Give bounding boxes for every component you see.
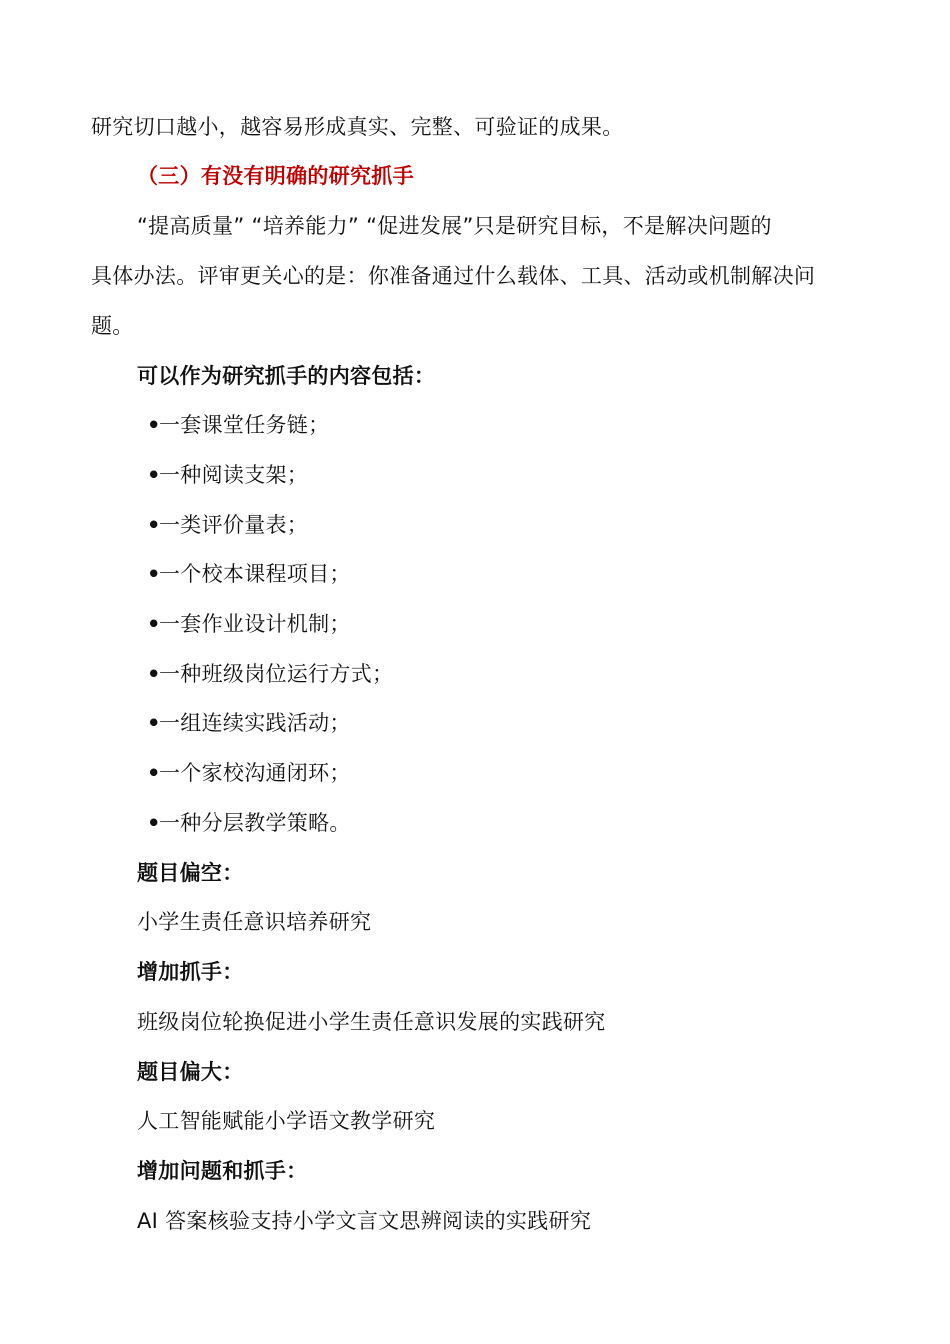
example-text-too-broad: 人工智能赋能小学语文教学研究: [137, 1109, 436, 1133]
paragraph-line-3: 题。: [91, 314, 134, 338]
list-item-text: 一套课堂任务链；: [159, 413, 330, 437]
bullet-icon: •: [147, 662, 161, 686]
section-heading: （三）有没有明确的研究抓手: [137, 164, 414, 188]
list-item: [147, 510, 308, 540]
paragraph-line-1: “提高质量” “培养能力” “促进发展”只是研究目标，不是解决问题的: [137, 214, 772, 238]
example-label-too-broad: 题目偏大：: [137, 1060, 244, 1084]
list-item-text: 一类评价量表；: [159, 513, 309, 537]
bullet-icon: •: [147, 761, 161, 785]
example-label-add-handle: 增加抓手：: [137, 960, 244, 984]
bullet-icon: •: [147, 513, 161, 537]
list-item: [147, 708, 351, 738]
list-item: [147, 808, 351, 838]
example-label-add-question-handle: 增加问题和抓手：: [137, 1159, 308, 1183]
list-item-text: 一套作业设计机制；: [159, 612, 351, 636]
example-label-vague: 题目偏空：: [137, 861, 244, 885]
list-item-text: 一组连续实践活动；: [159, 711, 351, 735]
list-item-text: 一个校本课程项目；: [159, 562, 351, 586]
bullet-icon: •: [147, 562, 161, 586]
example-text-add-question-handle: AI 答案核验支持小学文言文思辨阅读的实践研究: [137, 1209, 592, 1233]
paragraph-line-2: 具体办法。评审更关心的是：你准备通过什么载体、工具、活动或机制解决问: [91, 264, 816, 288]
bullet-icon: •: [147, 811, 161, 835]
bullet-icon: •: [147, 711, 161, 735]
list-item: [147, 460, 308, 490]
list-item-text: 一种班级岗位运行方式；: [159, 662, 394, 686]
list-item-text: 一个家校沟通闭环；: [159, 761, 351, 785]
example-text-add-handle: 班级岗位轮换促进小学生责任意识发展的实践研究: [137, 1010, 606, 1034]
list-item-text: 一种分层教学策略。: [159, 811, 351, 835]
bullet-icon: •: [147, 612, 161, 636]
list-item: [147, 559, 351, 589]
example-text-vague: 小学生责任意识培养研究: [137, 910, 372, 934]
list-item: [147, 758, 351, 788]
bullet-icon: •: [147, 413, 161, 437]
bullet-icon: •: [147, 463, 161, 487]
list-heading: 可以作为研究抓手的内容包括：: [137, 364, 436, 388]
intro-tail-text: 研究切口越小，越容易形成真实、完整、可验证的成果。: [91, 115, 624, 139]
list-item-text: 一种阅读支架；: [159, 463, 309, 487]
list-item: [147, 410, 329, 440]
list-item: [147, 609, 351, 639]
list-item: [147, 659, 393, 689]
